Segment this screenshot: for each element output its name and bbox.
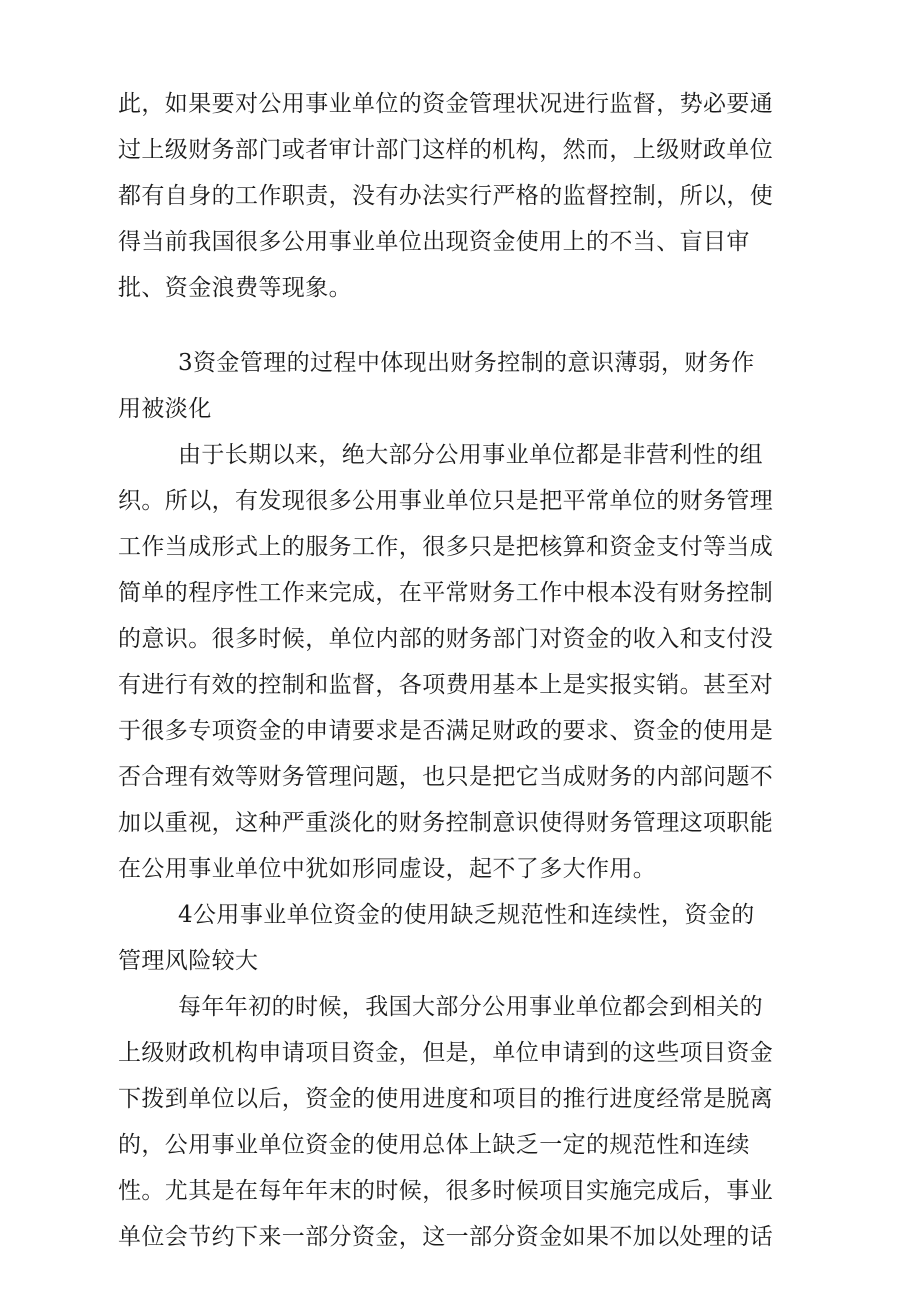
text-line: 单位会节约下来一部分资金，这一部分资金如果不加以处理的话 xyxy=(118,1224,774,1250)
text-line: 于很多专项资金的申请要求是否满足财政的要求、资金的使用是 xyxy=(118,718,774,744)
text-line: 的，公用事业单位资金的使用总体上缺乏一定的规范性和连续 xyxy=(118,1132,750,1158)
text-line: 有进行有效的控制和监督，各项费用基本上是实报实销。甚至对 xyxy=(118,672,774,698)
text-line: 加以重视，这种严重淡化的财务控制意识使得财务管理这项职能 xyxy=(118,810,774,836)
section-heading-4: 4公用事业单位资金的使用缺乏规范性和连续性，资金的 xyxy=(178,902,755,928)
text-line: 简单的程序性工作来完成，在平常财务工作中根本没有财务控制 xyxy=(118,580,774,606)
text-line: 过上级财务部门或者审计部门这样的机构，然而，上级财政单位 xyxy=(118,137,774,163)
text-line: 下拨到单位以后，资金的使用进度和项目的推行进度经常是脱离 xyxy=(118,1086,774,1112)
text-line: 工作当成形式上的服务工作，很多只是把核算和资金支付等当成 xyxy=(118,534,774,560)
text-line: 上级财政机构申请项目资金，但是，单位申请到的这些项目资金 xyxy=(118,1040,774,1066)
text-line: 都有自身的工作职责，没有办法实行严格的监督控制，所以，使 xyxy=(118,183,774,209)
text-line: 每年年初的时候，我国大部分公用事业单位都会到相关的 xyxy=(178,994,763,1020)
text-line: 否合理有效等财务管理问题，也只是把它当成财务的内部问题不 xyxy=(118,764,774,790)
text-line: 批、资金浪费等现象。 xyxy=(118,275,352,301)
text-line: 得当前我国很多公用事业单位出现资金使用上的不当、盲目审 xyxy=(118,229,750,255)
text-line: 由于长期以来，绝大部分公用事业单位都是非营利性的组 xyxy=(178,442,763,468)
section-heading-4-cont: 管理风险较大 xyxy=(118,948,259,974)
text-line: 织。所以，有发现很多公用事业单位只是把平常单位的财务管理 xyxy=(118,488,774,514)
text-line: 在公用事业单位中犹如形同虚设，起不了多大作用。 xyxy=(118,856,657,882)
text-line: 此，如果要对公用事业单位的资金管理状况进行监督，势必要通 xyxy=(118,91,774,117)
section-heading-3: 3资金管理的过程中体现出财务控制的意识薄弱，财务作 xyxy=(178,350,755,376)
section-heading-3-cont: 用被淡化 xyxy=(118,396,212,422)
text-line: 的意识。很多时候，单位内部的财务部门对资金的收入和支付没 xyxy=(118,626,774,652)
text-line: 性。尤其是在每年年末的时候，很多时候项目实施完成后，事业 xyxy=(118,1178,774,1204)
